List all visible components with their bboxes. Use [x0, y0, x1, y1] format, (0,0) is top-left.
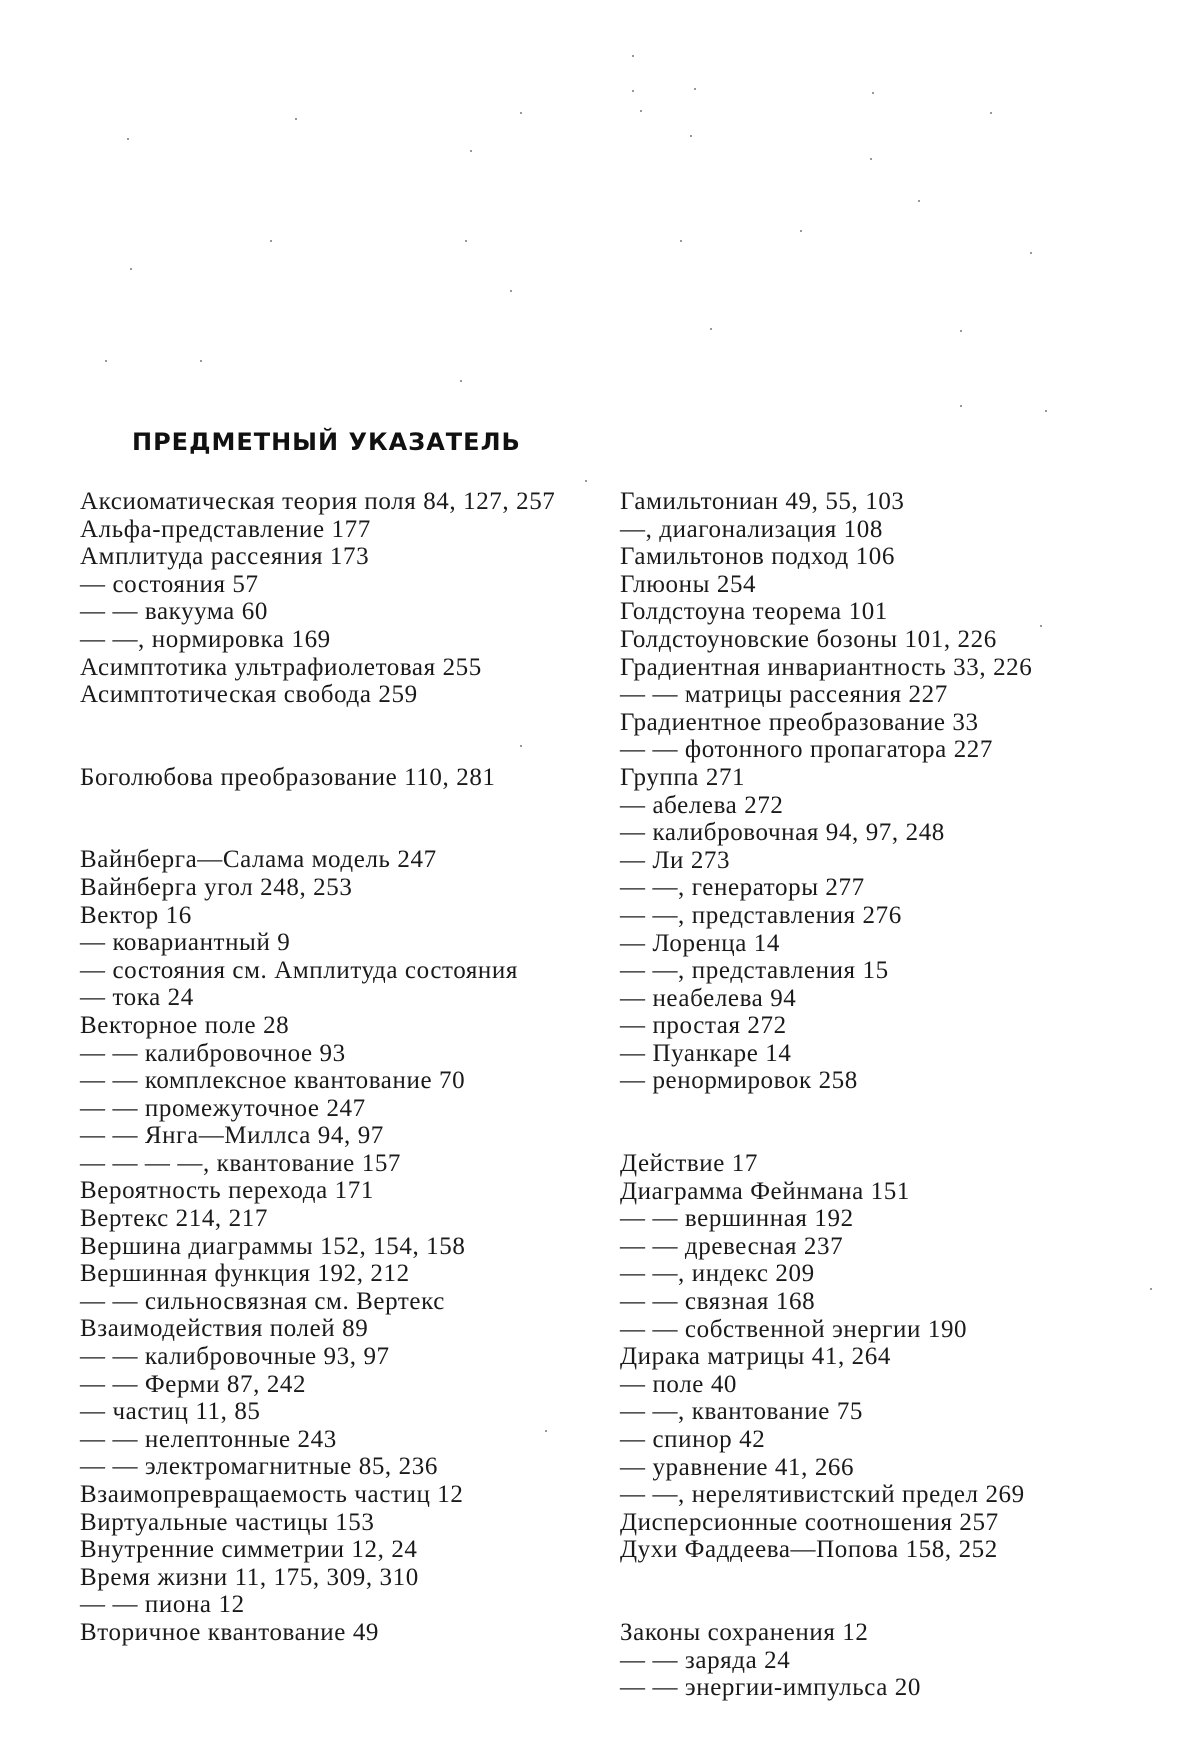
scan-speck [694, 88, 696, 90]
scan-speck [200, 360, 202, 362]
index-entry: Дисперсионные соотношения 257 [620, 1509, 1160, 1537]
index-entry: Взаимопревращаемость частиц 12 [80, 1481, 580, 1509]
index-entry: Время жизни 11, 175, 309, 310 [80, 1564, 580, 1592]
index-entry: — — электромагнитные 85, 236 [80, 1453, 580, 1481]
index-entry: — калибровочная 94, 97, 248 [620, 819, 1160, 847]
index-entry: — — вершинная 192 [620, 1205, 1160, 1233]
index-entry: Законы сохранения 12 [620, 1619, 1160, 1647]
index-entry: Группа 271 [620, 764, 1160, 792]
index-entry: — —, нормировка 169 [80, 626, 580, 654]
index-entry: — поле 40 [620, 1371, 1160, 1399]
scan-speck [470, 150, 472, 152]
section-gap [620, 1095, 1160, 1150]
index-entry: Духи Фаддеева—Попова 158, 252 [620, 1536, 1160, 1564]
index-entry: Асимптотическая свобода 259 [80, 681, 580, 709]
index-entry: — — связная 168 [620, 1288, 1160, 1316]
index-entry: — Ли 273 [620, 847, 1160, 875]
index-entry: — — вакуума 60 [80, 598, 580, 626]
scan-speck [1150, 1288, 1152, 1290]
index-entry: — абелева 272 [620, 792, 1160, 820]
scan-speck [872, 92, 874, 94]
index-entry: — Пуанкаре 14 [620, 1040, 1160, 1068]
section-gap [620, 1564, 1160, 1619]
index-entry: Вектор 16 [80, 902, 580, 930]
index-entry: — неабелева 94 [620, 985, 1160, 1013]
index-entry: — — комплексное квантование 70 [80, 1067, 580, 1095]
scan-speck [130, 268, 132, 270]
index-entry: Градиентное преобразование 33 [620, 709, 1160, 737]
scan-speck [680, 240, 682, 242]
index-entry: — — собственной энергии 190 [620, 1316, 1160, 1344]
scan-speck [632, 55, 634, 57]
scan-speck [465, 240, 467, 242]
index-entry: — — Ферми 87, 242 [80, 1371, 580, 1399]
index-entry: Аксиоматическая теория поля 84, 127, 257 [80, 488, 580, 516]
index-entry: — — Янга—Миллса 94, 97 [80, 1122, 580, 1150]
scan-speck [105, 360, 107, 362]
index-entry: —, диагонализация 108 [620, 516, 1160, 544]
index-entry: — — энергии-импульса 20 [620, 1674, 1160, 1702]
index-entry: — спинор 42 [620, 1426, 1160, 1454]
index-entry: Амплитуда рассеяния 173 [80, 543, 580, 571]
index-entry: — частиц 11, 85 [80, 1398, 580, 1426]
index-entry: Вероятность перехода 171 [80, 1177, 580, 1205]
index-entry: — состояния см. Амплитуда состояния [80, 957, 580, 985]
index-entry: — —, квантование 75 [620, 1398, 1160, 1426]
index-entry: — — калибровочное 93 [80, 1040, 580, 1068]
index-entry: — — матрицы рассеяния 227 [620, 681, 1160, 709]
index-entry: — — пиона 12 [80, 1591, 580, 1619]
index-entry: Гамильтониан 49, 55, 103 [620, 488, 1160, 516]
index-entry: Голдстоуновские бозоны 101, 226 [620, 626, 1160, 654]
scan-speck [460, 380, 462, 382]
index-entry: — ренормировок 258 [620, 1067, 1160, 1095]
scan-speck [270, 240, 272, 242]
index-entry: Альфа-представление 177 [80, 516, 580, 544]
page-title: ПРЕДМЕТНЫЙ УКАЗАТЕЛЬ [132, 428, 521, 456]
index-entry: — — промежуточное 247 [80, 1095, 580, 1123]
index-entry: — — древесная 237 [620, 1233, 1160, 1261]
scan-speck [520, 112, 522, 114]
scan-speck [918, 200, 920, 202]
scan-speck [870, 158, 872, 160]
index-entry: — Лоренца 14 [620, 930, 1160, 958]
scan-speck [510, 290, 512, 292]
index-entry: Асимптотика ультрафиолетовая 255 [80, 654, 580, 682]
index-entry: — — фотонного пропагатора 227 [620, 736, 1160, 764]
index-entry: Глюоны 254 [620, 571, 1160, 599]
index-entry: Боголюбова преобразование 110, 281 [80, 764, 580, 792]
scan-speck [710, 328, 712, 330]
scan-speck [295, 118, 297, 120]
index-entry: — тока 24 [80, 984, 580, 1012]
scan-speck [520, 745, 522, 747]
index-entry: Голдстоуна теорема 101 [620, 598, 1160, 626]
scan-speck [632, 90, 634, 92]
scan-speck [960, 330, 962, 332]
index-entry: Взаимодействия полей 89 [80, 1315, 580, 1343]
index-entry: — — заряда 24 [620, 1647, 1160, 1675]
scan-speck [1045, 410, 1047, 412]
scan-speck [960, 405, 962, 407]
scan-speck [640, 110, 642, 112]
index-entry: Векторное поле 28 [80, 1012, 580, 1040]
index-entry: — — — —, квантование 157 [80, 1150, 580, 1178]
index-column-left [80, 488, 580, 1647]
index-entry: — — нелептонные 243 [80, 1426, 580, 1454]
index-entry: — уравнение 41, 266 [620, 1454, 1160, 1482]
index-entry: — простая 272 [620, 1012, 1160, 1040]
index-entry: — — калибровочные 93, 97 [80, 1343, 580, 1371]
scan-speck [690, 135, 692, 137]
index-entry: Действие 17 [620, 1150, 1160, 1178]
index-entry: — ковариантный 9 [80, 929, 580, 957]
index-entry: Гамильтонов подход 106 [620, 543, 1160, 571]
index-entry: Внутренние симметрии 12, 24 [80, 1536, 580, 1564]
index-entry: Диаграмма Фейнмана 151 [620, 1178, 1160, 1206]
section-gap [80, 709, 580, 764]
index-entry: Вертекс 214, 217 [80, 1205, 580, 1233]
index-column-right [620, 488, 1160, 1702]
index-entry: — —, нерелятивистский предел 269 [620, 1481, 1160, 1509]
index-entry: Виртуальные частицы 153 [80, 1509, 580, 1537]
scan-speck [1030, 252, 1032, 254]
scan-speck [585, 480, 587, 482]
index-entry: — —, индекс 209 [620, 1260, 1160, 1288]
section-gap [80, 791, 580, 846]
index-entry: Вершинная функция 192, 212 [80, 1260, 580, 1288]
index-entry: Вершина диаграммы 152, 154, 158 [80, 1233, 580, 1261]
scan-speck [127, 138, 129, 140]
index-entry: Градиентная инвариантность 33, 226 [620, 654, 1160, 682]
scan-speck [545, 1430, 547, 1432]
index-entry: Дирака матрицы 41, 264 [620, 1343, 1160, 1371]
scan-speck [990, 112, 992, 114]
scan-speck [800, 230, 802, 232]
index-entry: — состояния 57 [80, 571, 580, 599]
scan-speck [1040, 625, 1042, 627]
index-entry: — —, представления 276 [620, 902, 1160, 930]
index-entry: — —, представления 15 [620, 957, 1160, 985]
index-entry: Вторичное квантование 49 [80, 1619, 580, 1647]
index-entry: — —, генераторы 277 [620, 874, 1160, 902]
index-entry: Вайнберга угол 248, 253 [80, 874, 580, 902]
index-entry: Вайнберга—Салама модель 247 [80, 846, 580, 874]
index-entry: — — сильносвязная см. Вертекс [80, 1288, 580, 1316]
